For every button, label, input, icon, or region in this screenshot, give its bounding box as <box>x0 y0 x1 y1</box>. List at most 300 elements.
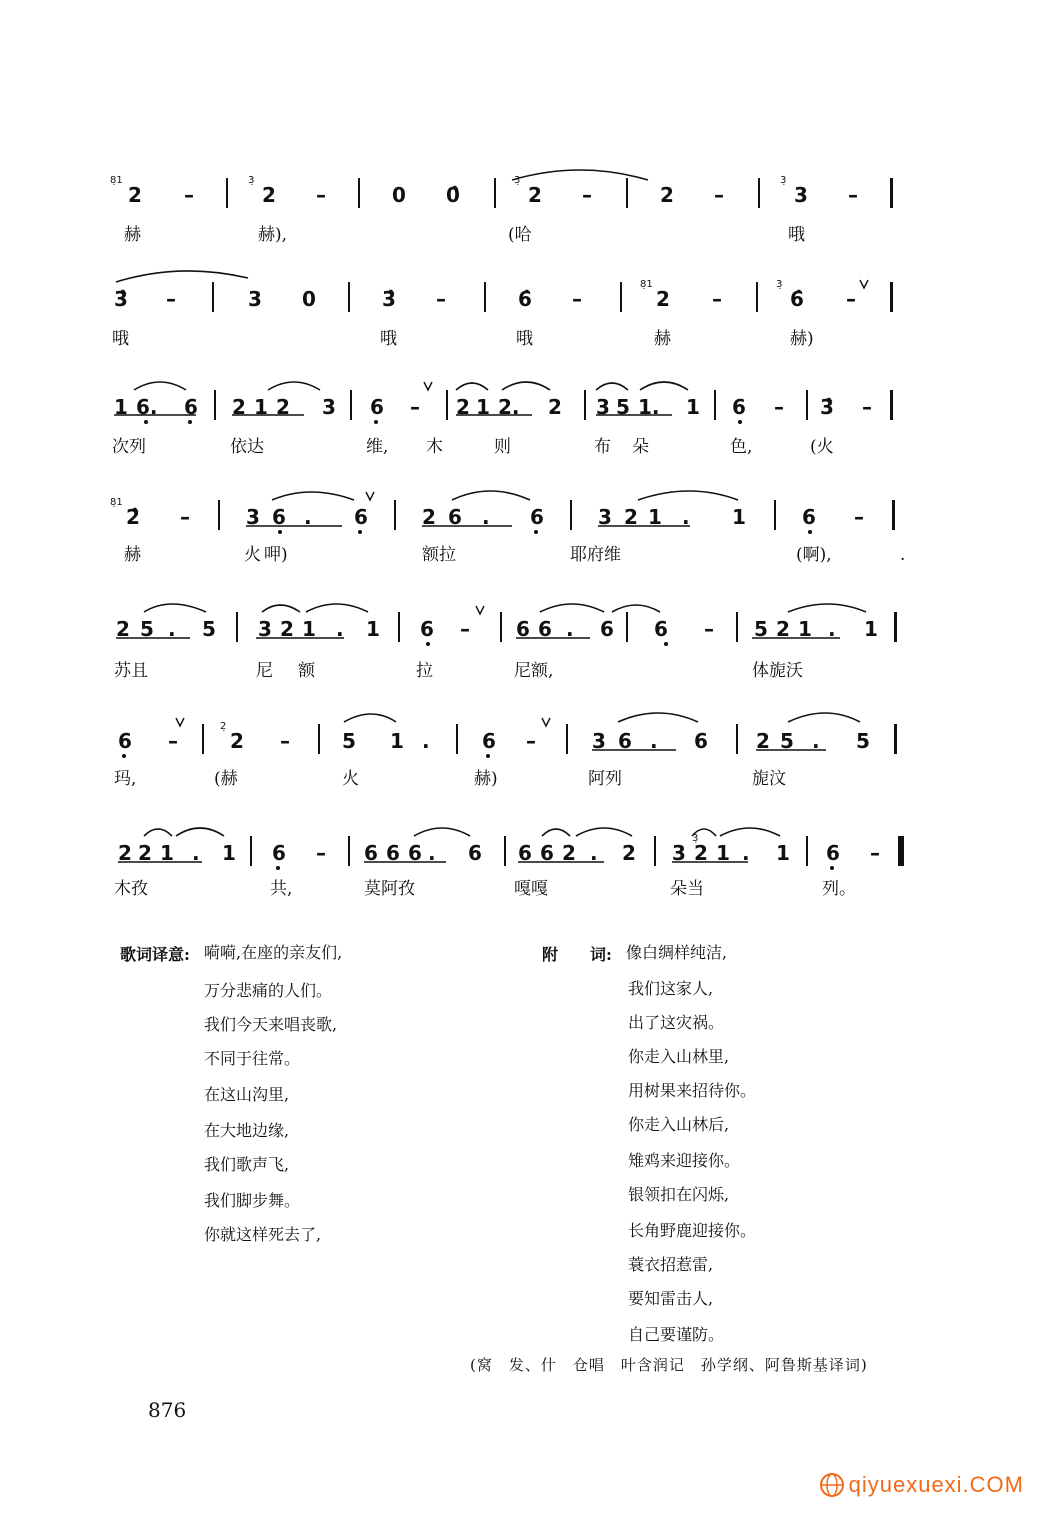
lyric: 列。 <box>822 879 856 899</box>
appendix-line: 我们这家人, <box>628 979 714 998</box>
barline <box>484 282 486 312</box>
barline <box>570 500 572 530</box>
barline <box>892 500 895 530</box>
note: 6 <box>272 505 286 529</box>
grace-mark: 3̣ <box>514 175 521 186</box>
note: 6. <box>136 395 158 419</box>
lyric: 火 <box>342 769 359 789</box>
note: 1 <box>716 841 730 865</box>
dot: . <box>828 617 836 641</box>
note: 3 <box>672 841 686 865</box>
site-watermark <box>819 1472 1024 1498</box>
barline <box>626 612 628 642</box>
appendix-line: 你走入山林里, <box>628 1047 730 1066</box>
slur <box>596 383 628 390</box>
lyric: 火 <box>244 545 261 565</box>
barline <box>218 500 220 530</box>
slur <box>144 829 172 836</box>
translation-line: 在这山沟里, <box>204 1085 290 1104</box>
lyric: 赫) <box>790 329 814 349</box>
barline <box>654 836 656 866</box>
lyric: 玛, <box>114 769 137 789</box>
lyric: 拉 <box>416 661 433 681</box>
lyric: 哦 <box>788 225 805 245</box>
lyric: 朵 <box>632 437 649 457</box>
barline <box>348 282 350 312</box>
score-row-3 <box>110 396 910 418</box>
appendix-line: 像白绸样纯洁, <box>626 943 728 962</box>
barline <box>212 282 214 312</box>
dash: – <box>166 287 176 311</box>
final-barline <box>898 836 904 866</box>
note: 2 <box>128 183 142 207</box>
dot: . <box>336 617 344 641</box>
barline <box>348 836 350 866</box>
barline <box>584 390 586 420</box>
note: 5 <box>780 729 794 753</box>
lyric: 布 <box>594 437 611 457</box>
lyric: 赫 <box>124 225 141 245</box>
slur <box>612 605 660 612</box>
octave-dot <box>358 530 362 534</box>
barline <box>236 612 238 642</box>
slur <box>456 383 488 390</box>
note: 0 <box>302 287 316 311</box>
octave-dot <box>486 754 490 758</box>
dash: – <box>862 395 872 419</box>
score-row-4 <box>110 497 910 529</box>
slur <box>618 713 698 722</box>
note: 2 <box>262 183 276 207</box>
dot: . <box>304 505 312 529</box>
lyric: (火 <box>810 437 834 457</box>
score-row-6 <box>110 721 910 753</box>
note: 2 <box>422 505 436 529</box>
dot: . <box>682 505 690 529</box>
lyric: 共, <box>270 879 293 899</box>
note: 1 <box>390 729 404 753</box>
note: 6 <box>802 505 816 529</box>
barline <box>500 612 502 642</box>
dash: – <box>582 183 592 207</box>
note: 0 <box>392 183 406 207</box>
note: 5 <box>856 729 870 753</box>
note-fermata: 2̂ <box>126 505 140 529</box>
breath-mark <box>366 492 374 500</box>
slur <box>788 713 860 722</box>
breath-mark <box>176 718 184 726</box>
note: 2 <box>138 841 152 865</box>
note-fermata: 0̂ <box>446 183 460 207</box>
dash: – <box>460 617 470 641</box>
dash: – <box>572 287 582 311</box>
note: 1 <box>160 841 174 865</box>
lyric: 尼 <box>256 661 273 681</box>
note: 3 <box>592 729 606 753</box>
slur <box>640 382 688 390</box>
lyric: 朵当 <box>670 879 704 899</box>
barline <box>456 724 458 754</box>
dot: . <box>566 617 574 641</box>
barline <box>620 282 622 312</box>
dot: . <box>482 505 490 529</box>
slur <box>788 604 866 612</box>
barline <box>890 390 893 420</box>
appendix-line: 自己要谨防。 <box>628 1325 725 1344</box>
note: 6 <box>516 617 530 641</box>
note: 2 <box>116 617 130 641</box>
translation-line: 在大地边缘, <box>204 1121 290 1140</box>
note-fermata: 3̂ <box>820 395 834 419</box>
note-fermata: 6̂ <box>790 287 804 311</box>
dash: – <box>712 287 722 311</box>
note: 2 <box>624 505 638 529</box>
appendix-line: 雉鸡来迎接你。 <box>628 1151 741 1170</box>
dash: – <box>846 287 856 311</box>
note: 1 <box>476 395 490 419</box>
globe-icon <box>819 1472 845 1498</box>
dash: – <box>316 183 326 207</box>
note: 1 <box>864 617 878 641</box>
lyric: 嘎嘎 <box>514 879 548 899</box>
barline <box>736 612 738 642</box>
note: 2 <box>776 617 790 641</box>
slur <box>542 829 570 836</box>
dash: – <box>410 395 420 419</box>
note: 6 <box>518 841 532 865</box>
slur <box>720 828 780 836</box>
note: 6 <box>694 729 708 753</box>
octave-dot <box>534 530 538 534</box>
breath-mark <box>860 280 868 288</box>
note: 3 <box>598 505 612 529</box>
note: 5 <box>202 617 216 641</box>
barline <box>806 390 808 420</box>
barline <box>394 500 396 530</box>
note: 6 <box>732 395 746 419</box>
note: 6 <box>364 841 378 865</box>
slur <box>576 828 632 836</box>
lyric: 旎汶 <box>752 769 786 789</box>
note: 3 <box>596 395 610 419</box>
translation-line: 不同于往常。 <box>204 1049 301 1068</box>
barline <box>758 178 760 208</box>
note: 5 <box>342 729 356 753</box>
lyric-row-3 <box>110 436 930 460</box>
translation-line: 我们脚步舞。 <box>204 1191 301 1210</box>
note: 2 <box>694 841 708 865</box>
score-row-2 <box>110 279 910 311</box>
appendix-line: 用树果来招待你。 <box>628 1081 757 1100</box>
note: 3 <box>258 617 272 641</box>
note: 1 <box>732 505 746 529</box>
slur <box>540 604 604 612</box>
note: 2 <box>660 183 674 207</box>
barline <box>214 390 216 420</box>
note: 2 <box>276 395 290 419</box>
note: 2 <box>756 729 770 753</box>
dash: – <box>870 841 880 865</box>
octave-dot <box>808 530 812 534</box>
slur <box>638 491 738 500</box>
note: 3 <box>248 287 262 311</box>
note: 5 <box>754 617 768 641</box>
barline <box>806 836 808 866</box>
lyric: 莫阿孜 <box>364 879 415 899</box>
lyric: 阿列 <box>588 769 622 789</box>
barline <box>714 390 716 420</box>
barline <box>774 500 776 530</box>
dash: – <box>704 617 714 641</box>
slur <box>414 828 470 836</box>
lyric: . <box>900 545 906 565</box>
dash: – <box>526 729 536 753</box>
dash: – <box>436 287 446 311</box>
barline <box>446 390 448 420</box>
note: 6 <box>538 617 552 641</box>
note: 1 <box>366 617 380 641</box>
note: 2 <box>562 841 576 865</box>
breath-mark <box>476 606 484 614</box>
dot: . <box>422 729 430 753</box>
appendix-line: 蓑衣招惹雷, <box>628 1255 714 1274</box>
dash: – <box>184 183 194 207</box>
note: 3 <box>322 395 336 419</box>
octave-dot <box>144 420 148 424</box>
note: 6 <box>272 841 286 865</box>
slur <box>134 382 186 390</box>
translation-line: 嗬嗬,在座的亲友们, <box>204 943 343 962</box>
dot: . <box>742 841 750 865</box>
translation-line: 我们歌声飞, <box>204 1155 290 1174</box>
note: 2 <box>232 395 246 419</box>
slur <box>344 714 396 722</box>
note: 6 <box>530 505 544 529</box>
note: 6 <box>420 617 434 641</box>
note: 3 <box>246 505 260 529</box>
lyric-row-5 <box>110 660 930 684</box>
note: 2 <box>118 841 132 865</box>
note-fermata: 3̂ <box>114 287 128 311</box>
dot: . <box>168 617 176 641</box>
translation-line: 万分悲痛的人们。 <box>204 981 333 1000</box>
lyric-row-6 <box>110 768 930 792</box>
slur <box>262 605 300 612</box>
lyric: 苏且 <box>114 661 148 681</box>
barline <box>250 836 252 866</box>
grace-mark: 8̣1 <box>640 279 653 290</box>
note: 6 <box>370 395 384 419</box>
barline <box>504 836 506 866</box>
lyric: 赫 <box>124 545 141 565</box>
barline <box>894 612 897 642</box>
dash: – <box>168 729 178 753</box>
lyric: 哦 <box>380 329 397 349</box>
slur <box>452 491 530 500</box>
watermark-text: qiyuexuexi.COM <box>848 1472 1024 1497</box>
appendix-line: 长角野鹿迎接你。 <box>628 1221 757 1240</box>
appendix-label: 附 词: <box>542 945 612 964</box>
dash: – <box>280 729 290 753</box>
dot: . <box>812 729 820 753</box>
lyric: 体旎沃 <box>752 661 803 681</box>
slur <box>116 271 248 282</box>
note: 2 <box>456 395 470 419</box>
lyric: (啊), <box>796 545 832 565</box>
octave-dot <box>664 642 668 646</box>
note: 6 <box>408 841 422 865</box>
slur <box>144 604 206 612</box>
lyric: 哦 <box>516 329 533 349</box>
grace-mark: 3̣ <box>692 833 699 844</box>
note: 6 <box>654 617 668 641</box>
lyric: 则 <box>494 437 511 457</box>
note: 1 <box>798 617 812 641</box>
lyric: 额 <box>298 661 315 681</box>
note-fermata: 6̂ <box>518 287 532 311</box>
note: 6 <box>448 505 462 529</box>
barline <box>566 724 568 754</box>
dash: – <box>854 505 864 529</box>
credits-line: (窝 发、什 仓唱 叶含润记 孙学纲、阿鲁斯基译词) <box>470 1356 868 1374</box>
barline <box>202 724 204 754</box>
note: 5 <box>140 617 154 641</box>
lyric-row-1 <box>110 224 930 248</box>
note: 6 <box>184 395 198 419</box>
lyric: 额拉 <box>422 545 456 565</box>
dash: – <box>774 395 784 419</box>
lyric: 次列 <box>112 437 146 457</box>
dot: . <box>192 841 200 865</box>
score-row-5 <box>110 618 910 640</box>
note: 2 <box>528 183 542 207</box>
lyric: 木 <box>426 437 443 457</box>
note: 6 <box>600 617 614 641</box>
appendix-line: 要知雷击人, <box>628 1289 714 1308</box>
note: 2. <box>498 395 520 419</box>
note: 6 <box>118 729 132 753</box>
note: 2 <box>656 287 670 311</box>
lyric: 赫) <box>474 769 498 789</box>
note: 2 <box>230 729 244 753</box>
octave-dot <box>188 420 192 424</box>
appendix-line: 出了这灾祸。 <box>628 1013 725 1032</box>
note: 3 <box>794 183 808 207</box>
grace-mark: 2̣ <box>220 721 227 732</box>
note: 6 <box>468 841 482 865</box>
octave-dot <box>830 866 834 870</box>
lyric: 依达 <box>230 437 264 457</box>
barline <box>890 178 893 208</box>
dash: – <box>848 183 858 207</box>
translation-line: 你就这样死去了, <box>204 1225 322 1244</box>
breath-mark <box>424 382 432 390</box>
octave-dot <box>278 530 282 534</box>
lyric: 色, <box>730 437 753 457</box>
grace-mark: 3̣ <box>248 175 255 186</box>
note: 2 <box>622 841 636 865</box>
dot: . <box>650 729 658 753</box>
dash: – <box>180 505 190 529</box>
grace-mark: 3̣ <box>776 279 783 290</box>
octave-dot <box>276 866 280 870</box>
note: 6 <box>354 505 368 529</box>
barline <box>890 282 893 312</box>
note: 2 <box>548 395 562 419</box>
note: 6 <box>482 729 496 753</box>
barline <box>350 390 352 420</box>
dash: – <box>714 183 724 207</box>
grace-mark: 8̣1 <box>110 497 123 508</box>
barline <box>226 178 228 208</box>
note: 1 <box>254 395 268 419</box>
barline <box>318 724 320 754</box>
slur <box>268 382 320 390</box>
appendix-line: 你走入山林后, <box>628 1115 730 1134</box>
octave-dot <box>738 420 742 424</box>
dot: . <box>590 841 598 865</box>
note: 2 <box>280 617 294 641</box>
note: 1 <box>114 395 128 419</box>
lyric-row-2 <box>110 328 930 352</box>
breath-mark <box>542 718 550 726</box>
score-row-1 <box>110 175 910 207</box>
barline <box>626 178 628 208</box>
translation-line: 我们今天来唱丧歌, <box>204 1015 338 1034</box>
note-fermata: 3̂ <box>382 287 396 311</box>
note: 1 <box>302 617 316 641</box>
lyric: 尼额, <box>514 661 554 681</box>
octave-dot <box>426 642 430 646</box>
barline <box>756 282 758 312</box>
octave-dot <box>122 754 126 758</box>
appendix-line: 银领扣在闪烁, <box>628 1185 730 1204</box>
translation-label: 歌词译意: <box>120 945 190 964</box>
lyric: 赫), <box>258 225 288 245</box>
lyric: 赫 <box>654 329 671 349</box>
dot: . <box>428 841 436 865</box>
dash: – <box>316 841 326 865</box>
lyric: (哈 <box>508 225 532 245</box>
barline <box>398 612 400 642</box>
lyric: 维, <box>366 437 389 457</box>
barline <box>736 724 738 754</box>
lyric-row-7 <box>110 878 930 902</box>
barline <box>494 178 496 208</box>
lyric: (赫 <box>214 769 238 789</box>
slur <box>176 828 224 836</box>
lyric: 耶府维 <box>570 545 621 565</box>
grace-mark: 8̣1 <box>110 175 123 186</box>
note: 1 <box>686 395 700 419</box>
grace-mark: 3̣ <box>780 175 787 186</box>
note: 1 <box>222 841 236 865</box>
octave-dot <box>374 420 378 424</box>
note: 1. <box>638 395 660 419</box>
note: 1 <box>648 505 662 529</box>
slur <box>306 604 368 612</box>
slur <box>272 492 354 500</box>
note: 6 <box>386 841 400 865</box>
barline <box>358 178 360 208</box>
note: 6 <box>618 729 632 753</box>
lyric: 木孜 <box>114 879 148 899</box>
note: 1 <box>776 841 790 865</box>
page-number: 876 <box>148 1398 187 1422</box>
score-row-7 <box>110 833 910 865</box>
barline <box>894 724 897 754</box>
note: 5 <box>616 395 630 419</box>
